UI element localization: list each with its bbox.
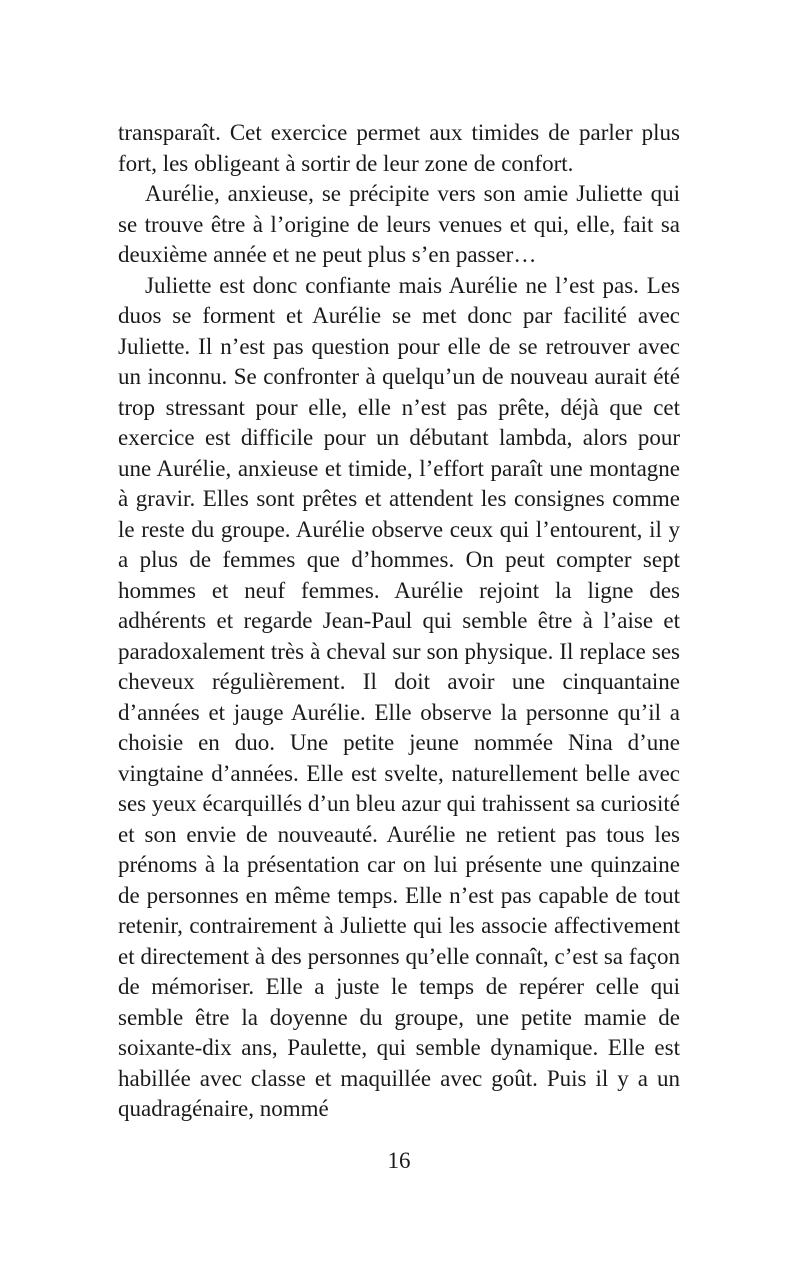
body-text: [118, 118, 680, 1125]
page-number: 16: [387, 1148, 411, 1173]
paragraph-2: Aurélie, anxieuse, se précipite vers son amie Juliette qui se trouve être à l’origine de leurs venues et qui, elle, fait sa deuxième année et ne peut plus s’en passer…: [118, 181, 680, 267]
paragraph-1: transparaît. Cet exercice permet aux timides de parler plus fort, les obligeant à sortir de leur zone de confort.: [118, 120, 680, 176]
paragraph-3: Juliette est donc confiante mais Aurélie ne l’est pas. Les duos se forment et Aurélie se met donc par facilité avec Juliette. Il n’est pas question pour elle de se retrouver avec un inconnu. Se confronter à quelqu’un de nouveau aurait été trop stressant pour elle, elle n’est pas prête, déjà que cet exercice est difficile pour un débutant lambda, alors pour une Aurélie, anxieuse et timide, l’effort paraît une montagne à gravir. Elles sont prêtes et attendent les consignes comme le reste du groupe. Aurélie observe ceux qui l’entourent, il y a plus de femmes que d’hommes. On peut compter sept hommes et neuf femmes. Aurélie rejoint la ligne des adhérents et regarde Jean-Paul qui semble être à l’aise et paradoxalement très à cheval sur son physique. Il replace ses cheveux régulièrement. Il doit avoir une cinquantaine d’années et jauge Aurélie. Elle observe la personne qu’il a choisie en duo. Une petite jeune nommée Nina d’une vingtaine d’années. Elle est svelte, naturellement belle avec ses yeux écarquillés d’un bleu azur qui trahissent sa curiosité et son envie de nouveauté. Aurélie ne retient pas tous les prénoms à la présentation car on lui présente une quinzaine de personnes en même temps. Elle n’est pas capable de tout retenir, contrairement à Juliette qui les associe affectivement et directement à des personnes qu’elle connaît, c’est sa façon de mémoriser. Elle a juste le temps de repérer celle qui semble être la doyenne du groupe, une petite mamie de soixante-dix ans, Paulette, qui semble dynamique. Elle est habillée avec classe et maquillée avec goût. Puis il y a un quadragénaire, nommé: [118, 272, 680, 1121]
